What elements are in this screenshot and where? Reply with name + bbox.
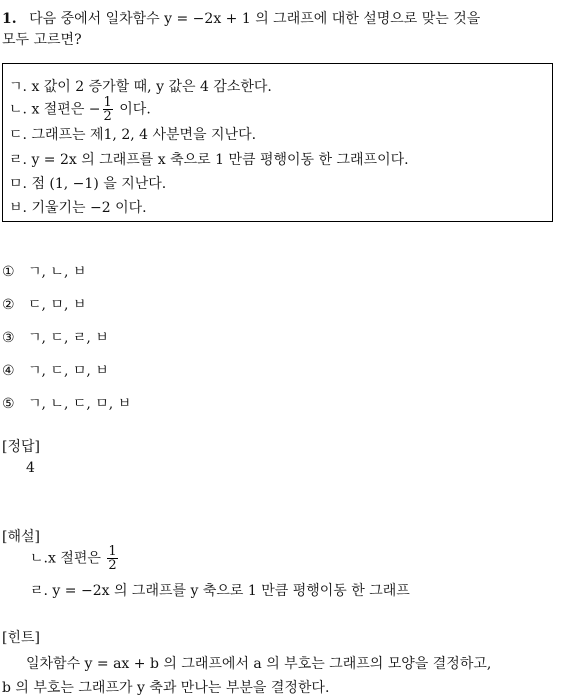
question-line-1: [2, 8, 480, 28]
fraction: [107, 545, 117, 572]
choice-mark: ②: [2, 297, 15, 313]
statement-text: 그래프는 제1, 2, 4 사분면을 지난다.: [31, 127, 257, 143]
question-text-1: 다음 중에서 일차함수 y = −2x + 1 의 그래프에 대한 설명으로 맞는 것을: [29, 11, 481, 27]
statement-text: x 절편은 −: [31, 101, 101, 118]
statement-text: 점 (1, −1) 을 지난다.: [31, 176, 167, 192]
choice-1[interactable]: [2, 261, 86, 281]
hint-line-1: 일차함수 y = ax + b 의 그래프에서 a 의 부호는 그래프의 모양을 결정하고,: [26, 656, 492, 672]
fraction-denominator: 2: [108, 558, 117, 573]
choice-3[interactable]: [2, 327, 109, 347]
choice-mark: ⑤: [2, 396, 15, 412]
fraction: [103, 96, 113, 123]
statement-prefix: ㄴ.: [9, 101, 32, 118]
statement-prefix: ㅂ.: [9, 200, 32, 216]
explanation-line-1: [30, 545, 120, 572]
choice-text: ㄱ, ㄴ, ㄷ, ㅁ, ㅂ: [28, 396, 132, 412]
statement-1: [9, 76, 272, 96]
statement-3: [9, 124, 256, 144]
choice-2[interactable]: [2, 294, 86, 314]
answer-label: [정답]: [2, 439, 40, 455]
choice-text: ㄱ, ㄴ, ㅂ: [28, 264, 87, 280]
statement-text: y = 2x 의 그래프를 x 축으로 1 만큼 평행이동 한 그래프이다.: [31, 152, 409, 168]
question-text-2: 모두 고르면?: [2, 32, 82, 48]
choice-5[interactable]: [2, 393, 131, 413]
fraction-numerator: 1: [103, 95, 112, 110]
statement-prefix: ㄹ.: [9, 152, 32, 168]
choice-text: ㄱ, ㄷ, ㅁ, ㅂ: [28, 363, 109, 379]
question-number: 1.: [2, 11, 17, 27]
fraction-denominator: 2: [103, 109, 112, 124]
statement-prefix: ㄷ.: [9, 127, 32, 143]
statement-4: [9, 149, 409, 169]
choice-text: ㄱ, ㄷ, ㄹ, ㅂ: [28, 330, 109, 346]
choice-mark: ①: [2, 264, 15, 280]
statement-5: [9, 173, 166, 193]
fraction-numerator: 1: [108, 544, 117, 559]
explanation-line-2: ㄹ. y = −2x 의 그래프를 y 축으로 1 만큼 평행이동 한 그래프: [30, 583, 410, 599]
statement-text: x 값이 2 증가할 때, y 값은 4 감소한다.: [31, 79, 272, 95]
choice-4[interactable]: [2, 360, 109, 380]
statement-text: 기울기는 −2 이다.: [31, 200, 147, 216]
statement-box: [2, 63, 553, 222]
choice-mark: ④: [2, 363, 15, 379]
choice-text: ㄷ, ㅁ, ㅂ: [28, 297, 87, 313]
choice-mark: ③: [2, 330, 15, 346]
statement-2: [9, 96, 151, 123]
statement-prefix: ㄱ.: [9, 79, 32, 95]
statement-prefix: ㅁ.: [9, 176, 32, 192]
hint-line-2: b 의 부호는 그래프가 y 축과 만나는 부분을 결정한다.: [2, 680, 330, 696]
hint-label: [힌트]: [2, 630, 40, 646]
explanation-label: [해설]: [2, 529, 40, 545]
statement-6: [9, 197, 147, 217]
statement-text-after: 이다.: [114, 101, 151, 118]
answer-value: 4: [26, 460, 35, 476]
explanation-text: ㄴ.x 절편은: [30, 550, 106, 567]
